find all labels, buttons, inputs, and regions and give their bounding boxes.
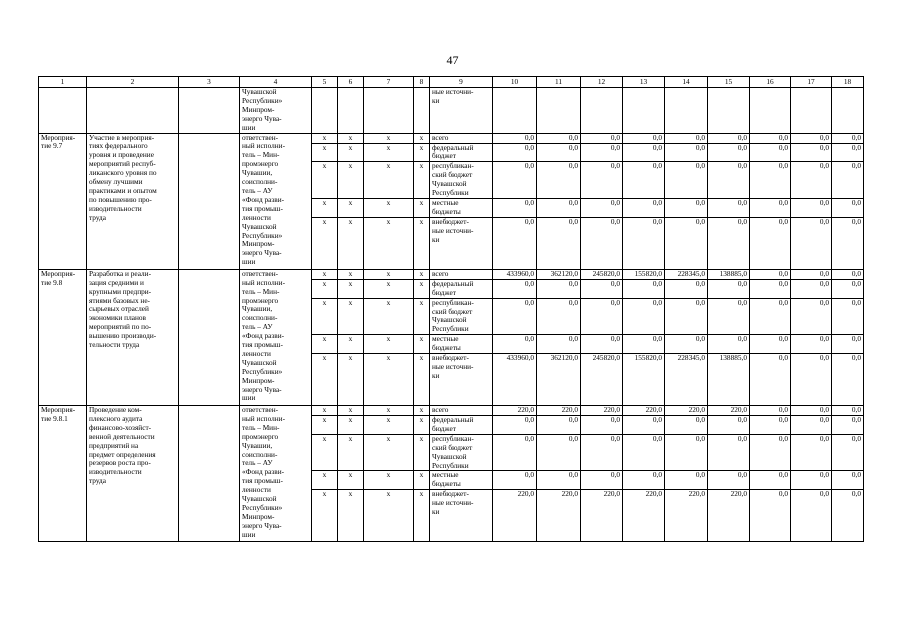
- column-number: 10: [493, 77, 537, 88]
- column-number-header-row: [39, 77, 864, 88]
- amount-cell: 0,0: [537, 217, 581, 269]
- code-cell: x: [364, 416, 414, 435]
- amount-cell: 0,0: [623, 279, 665, 298]
- code-cell: x: [338, 217, 364, 269]
- amount-cell: 0,0: [791, 133, 832, 143]
- amount-cell: 433960,0: [493, 269, 537, 279]
- code-cell: x: [338, 471, 364, 490]
- amount-cell: 0,0: [581, 471, 623, 490]
- amount-cell: 0,0: [581, 279, 623, 298]
- code-cell: x: [364, 490, 414, 542]
- amount-cell: 0,0: [493, 198, 537, 217]
- empty-cell: [312, 88, 338, 134]
- code-cell: x: [364, 279, 414, 298]
- code-cell: x: [364, 269, 414, 279]
- amount-cell: 362120,0: [537, 354, 581, 406]
- empty-cell: [179, 133, 240, 269]
- amount-cell: 220,0: [708, 490, 750, 542]
- column-number: 4: [240, 77, 312, 88]
- amount-cell: 0,0: [493, 279, 537, 298]
- funding-row: [39, 406, 864, 416]
- funding-source-cell: местные бюджеты: [430, 335, 493, 354]
- amount-cell: 0,0: [665, 335, 708, 354]
- funding-source-cell: всего: [430, 406, 493, 416]
- funding-row: [39, 133, 864, 143]
- amount-cell: 0,0: [750, 143, 791, 162]
- code-cell: x: [414, 279, 430, 298]
- amount-cell: 0,0: [537, 162, 581, 199]
- code-cell: x: [338, 198, 364, 217]
- code-cell: x: [312, 298, 338, 335]
- code-cell: x: [364, 354, 414, 406]
- amount-cell: 220,0: [708, 406, 750, 416]
- amount-cell: 138885,0: [708, 269, 750, 279]
- empty-cell: [708, 88, 750, 134]
- amount-cell: 0,0: [750, 279, 791, 298]
- amount-cell: 0,0: [708, 471, 750, 490]
- funding-source-cell: местные бюджеты: [430, 198, 493, 217]
- column-number: 16: [750, 77, 791, 88]
- funding-source-cell: республикан- ский бюджет Чувашской Республики: [430, 298, 493, 335]
- column-number: 9: [430, 77, 493, 88]
- code-cell: x: [414, 133, 430, 143]
- funding-source-cell: федеральный бюджет: [430, 143, 493, 162]
- code-cell: x: [338, 335, 364, 354]
- code-cell: x: [338, 133, 364, 143]
- amount-cell: 0,0: [791, 217, 832, 269]
- amount-cell: 0,0: [581, 298, 623, 335]
- amount-cell: 220,0: [665, 406, 708, 416]
- amount-cell: 0,0: [708, 198, 750, 217]
- column-number: 2: [87, 77, 179, 88]
- amount-cell: 0,0: [708, 434, 750, 471]
- funding-source-cell: республикан- ский бюджет Чувашской Республики: [430, 162, 493, 199]
- code-cell: x: [338, 279, 364, 298]
- amount-cell: 220,0: [623, 490, 665, 542]
- amount-cell: 0,0: [832, 269, 864, 279]
- amount-cell: 0,0: [791, 434, 832, 471]
- code-cell: x: [338, 143, 364, 162]
- column-number: 3: [179, 77, 240, 88]
- amount-cell: 0,0: [832, 217, 864, 269]
- amount-cell: 0,0: [665, 471, 708, 490]
- amount-cell: 0,0: [665, 298, 708, 335]
- code-cell: x: [364, 133, 414, 143]
- code-cell: x: [338, 162, 364, 199]
- amount-cell: 0,0: [581, 143, 623, 162]
- empty-cell: [623, 88, 665, 134]
- column-number: 17: [791, 77, 832, 88]
- code-cell: x: [414, 269, 430, 279]
- measure-code: Мероприя- тие 9.8.1: [39, 406, 87, 542]
- column-number: 18: [832, 77, 864, 88]
- executor-cell: Чувашской Республики» Минпром- энерго Чува- шии: [240, 88, 312, 134]
- code-cell: x: [414, 198, 430, 217]
- empty-cell: [179, 269, 240, 405]
- column-number: 6: [338, 77, 364, 88]
- code-cell: x: [338, 416, 364, 435]
- amount-cell: 0,0: [832, 416, 864, 435]
- amount-cell: 0,0: [623, 471, 665, 490]
- column-number: 13: [623, 77, 665, 88]
- funding-source-cell: федеральный бюджет: [430, 279, 493, 298]
- amount-cell: 0,0: [537, 298, 581, 335]
- empty-cell: [87, 88, 179, 134]
- empty-cell: [179, 88, 240, 134]
- amount-cell: 0,0: [708, 298, 750, 335]
- code-cell: x: [364, 143, 414, 162]
- code-cell: x: [312, 162, 338, 199]
- code-cell: x: [338, 490, 364, 542]
- amount-cell: 0,0: [832, 406, 864, 416]
- amount-cell: 0,0: [493, 471, 537, 490]
- funding-source-cell: ные источни- ки: [430, 88, 493, 134]
- continuation-row: [39, 88, 864, 134]
- amount-cell: 0,0: [665, 198, 708, 217]
- amount-cell: 0,0: [708, 143, 750, 162]
- column-number: 12: [581, 77, 623, 88]
- funding-source-cell: внебюджет- ные источни- ки: [430, 490, 493, 542]
- amount-cell: 0,0: [623, 198, 665, 217]
- code-cell: x: [414, 143, 430, 162]
- code-cell: x: [338, 434, 364, 471]
- empty-cell: [414, 88, 430, 134]
- code-cell: x: [312, 354, 338, 406]
- amount-cell: 0,0: [791, 406, 832, 416]
- amount-cell: 220,0: [493, 406, 537, 416]
- column-number: 5: [312, 77, 338, 88]
- amount-cell: 0,0: [581, 133, 623, 143]
- amount-cell: 0,0: [581, 335, 623, 354]
- column-number: 11: [537, 77, 581, 88]
- amount-cell: 0,0: [832, 354, 864, 406]
- amount-cell: 0,0: [623, 416, 665, 435]
- amount-cell: 0,0: [750, 217, 791, 269]
- amount-cell: 0,0: [665, 279, 708, 298]
- empty-cell: [581, 88, 623, 134]
- amount-cell: 0,0: [750, 406, 791, 416]
- amount-cell: 0,0: [493, 298, 537, 335]
- empty-cell: [39, 88, 87, 134]
- amount-cell: 0,0: [537, 143, 581, 162]
- amount-cell: 0,0: [791, 198, 832, 217]
- amount-cell: 0,0: [791, 335, 832, 354]
- amount-cell: 362120,0: [537, 269, 581, 279]
- measure-code: Мероприя- тие 9.8: [39, 269, 87, 405]
- code-cell: x: [312, 416, 338, 435]
- amount-cell: 0,0: [537, 335, 581, 354]
- code-cell: x: [338, 406, 364, 416]
- amount-cell: 0,0: [493, 416, 537, 435]
- amount-cell: 228345,0: [665, 269, 708, 279]
- code-cell: x: [364, 198, 414, 217]
- amount-cell: 220,0: [623, 406, 665, 416]
- amount-cell: 0,0: [832, 490, 864, 542]
- amount-cell: 0,0: [493, 143, 537, 162]
- column-number: 7: [364, 77, 414, 88]
- amount-cell: 0,0: [750, 198, 791, 217]
- amount-cell: 0,0: [581, 217, 623, 269]
- code-cell: x: [312, 133, 338, 143]
- funding-source-cell: внебюджет- ные источни- ки: [430, 217, 493, 269]
- amount-cell: 245820,0: [581, 269, 623, 279]
- amount-cell: 0,0: [832, 143, 864, 162]
- column-number: 15: [708, 77, 750, 88]
- empty-cell: [832, 88, 864, 134]
- code-cell: x: [364, 434, 414, 471]
- code-cell: x: [414, 335, 430, 354]
- column-number: 1: [39, 77, 87, 88]
- amount-cell: 0,0: [708, 279, 750, 298]
- amount-cell: 0,0: [581, 198, 623, 217]
- code-cell: x: [312, 217, 338, 269]
- amount-cell: 0,0: [750, 298, 791, 335]
- amount-cell: 155820,0: [623, 269, 665, 279]
- amount-cell: 0,0: [708, 133, 750, 143]
- amount-cell: 0,0: [832, 133, 864, 143]
- code-cell: x: [312, 198, 338, 217]
- empty-cell: [537, 88, 581, 134]
- amount-cell: 0,0: [791, 162, 832, 199]
- page-number: 47: [446, 53, 459, 67]
- amount-cell: 220,0: [493, 490, 537, 542]
- amount-cell: 220,0: [537, 406, 581, 416]
- code-cell: x: [312, 279, 338, 298]
- funding-source-cell: всего: [430, 133, 493, 143]
- amount-cell: 220,0: [581, 490, 623, 542]
- empty-cell: [665, 88, 708, 134]
- amount-cell: 0,0: [623, 217, 665, 269]
- code-cell: x: [364, 298, 414, 335]
- amount-cell: 0,0: [708, 162, 750, 199]
- amount-cell: 0,0: [581, 416, 623, 435]
- measure-name: Разработка и реали- зация средними и крупными предпри- ятиями базовых не- сырьевых отраслей экономики планов мероприятий по по- вышению производи- тельности труда: [87, 269, 179, 405]
- amount-cell: 0,0: [537, 471, 581, 490]
- amount-cell: 0,0: [791, 490, 832, 542]
- amount-cell: 0,0: [791, 269, 832, 279]
- amount-cell: 0,0: [708, 416, 750, 435]
- amount-cell: 0,0: [832, 279, 864, 298]
- empty-cell: [791, 88, 832, 134]
- code-cell: x: [414, 471, 430, 490]
- executor-cell: ответствен- ный исполни- тель – Мин- промэнерго Чувашии, соисполни- тель – АУ «Фонд разви- тия промыш- ленности Чувашской Республики» Минпром- энерго Чува- шии: [240, 269, 312, 405]
- empty-cell: [364, 88, 414, 134]
- amount-cell: 155820,0: [623, 354, 665, 406]
- funding-source-cell: внебюджет- ные источни- ки: [430, 354, 493, 406]
- amount-cell: 220,0: [581, 406, 623, 416]
- amount-cell: 0,0: [537, 133, 581, 143]
- code-cell: x: [364, 162, 414, 199]
- amount-cell: 0,0: [750, 162, 791, 199]
- code-cell: x: [364, 406, 414, 416]
- amount-cell: 0,0: [832, 471, 864, 490]
- amount-cell: 0,0: [832, 434, 864, 471]
- amount-cell: 0,0: [665, 162, 708, 199]
- executor-cell: ответствен- ный исполни- тель – Мин- промэнерго Чувашии, соисполни- тель – АУ «Фонд разви- тия промыш- ленности Чувашской Республики» Минпром- энерго Чува- шии: [240, 406, 312, 542]
- code-cell: x: [312, 490, 338, 542]
- amount-cell: 220,0: [665, 490, 708, 542]
- code-cell: x: [312, 335, 338, 354]
- amount-cell: 245820,0: [581, 354, 623, 406]
- empty-cell: [750, 88, 791, 134]
- measure-code: Мероприя- тие 9.7: [39, 133, 87, 269]
- code-cell: x: [312, 269, 338, 279]
- funding-source-cell: республикан- ский бюджет Чувашской Республики: [430, 434, 493, 471]
- amount-cell: 138885,0: [708, 354, 750, 406]
- funding-source-cell: всего: [430, 269, 493, 279]
- amount-cell: 0,0: [581, 162, 623, 199]
- amount-cell: 0,0: [493, 133, 537, 143]
- program-funding-table: [38, 76, 864, 542]
- amount-cell: 0,0: [623, 162, 665, 199]
- amount-cell: 0,0: [750, 434, 791, 471]
- empty-cell: [179, 406, 240, 542]
- amount-cell: 0,0: [832, 335, 864, 354]
- amount-cell: 228345,0: [665, 354, 708, 406]
- executor-cell: ответствен- ный исполни- тель – Мин- промэнерго Чувашии, соисполни- тель – АУ «Фонд разви- тия промыш- ленности Чувашской Республики» Минпром- энерго Чува- шии: [240, 133, 312, 269]
- amount-cell: 0,0: [791, 298, 832, 335]
- amount-cell: 0,0: [493, 162, 537, 199]
- code-cell: x: [364, 217, 414, 269]
- amount-cell: 0,0: [750, 471, 791, 490]
- code-cell: x: [414, 217, 430, 269]
- amount-cell: 0,0: [537, 198, 581, 217]
- code-cell: x: [414, 406, 430, 416]
- code-cell: x: [312, 406, 338, 416]
- code-cell: x: [338, 269, 364, 279]
- code-cell: x: [414, 298, 430, 335]
- amount-cell: 0,0: [665, 416, 708, 435]
- code-cell: x: [312, 143, 338, 162]
- amount-cell: 0,0: [750, 335, 791, 354]
- column-number: 8: [414, 77, 430, 88]
- measure-name: Проведение ком- плексного аудита финансово-хозяйст- венной деятельности предприятий на предмет определения резервов роста про- изводительности труда: [87, 406, 179, 542]
- amount-cell: 0,0: [665, 217, 708, 269]
- code-cell: x: [338, 298, 364, 335]
- amount-cell: 0,0: [623, 133, 665, 143]
- amount-cell: 0,0: [708, 217, 750, 269]
- amount-cell: 0,0: [537, 279, 581, 298]
- amount-cell: 0,0: [493, 434, 537, 471]
- amount-cell: 0,0: [665, 434, 708, 471]
- amount-cell: 0,0: [832, 298, 864, 335]
- amount-cell: 0,0: [493, 335, 537, 354]
- code-cell: x: [364, 335, 414, 354]
- measure-name: Участие в мероприя- тиях федерального уровня и проведение мероприятий респуб- ликанского уровня по обмену лучшими практиками и опытом по повышению про- изводительности труда: [87, 133, 179, 269]
- amount-cell: 0,0: [623, 335, 665, 354]
- code-cell: x: [312, 471, 338, 490]
- amount-cell: 0,0: [832, 162, 864, 199]
- funding-row: [39, 269, 864, 279]
- amount-cell: 0,0: [623, 298, 665, 335]
- amount-cell: 0,0: [791, 279, 832, 298]
- column-number: 14: [665, 77, 708, 88]
- amount-cell: 433960,0: [493, 354, 537, 406]
- code-cell: x: [414, 162, 430, 199]
- code-cell: x: [414, 490, 430, 542]
- code-cell: x: [338, 354, 364, 406]
- funding-source-cell: федеральный бюджет: [430, 416, 493, 435]
- amount-cell: 0,0: [750, 354, 791, 406]
- empty-cell: [493, 88, 537, 134]
- amount-cell: 0,0: [493, 217, 537, 269]
- amount-cell: 0,0: [623, 434, 665, 471]
- amount-cell: 0,0: [791, 471, 832, 490]
- empty-cell: [338, 88, 364, 134]
- amount-cell: 0,0: [623, 143, 665, 162]
- amount-cell: 0,0: [791, 143, 832, 162]
- amount-cell: 0,0: [750, 133, 791, 143]
- amount-cell: 0,0: [750, 269, 791, 279]
- amount-cell: 0,0: [708, 335, 750, 354]
- code-cell: x: [364, 471, 414, 490]
- code-cell: x: [414, 354, 430, 406]
- amount-cell: 0,0: [581, 434, 623, 471]
- amount-cell: 0,0: [665, 133, 708, 143]
- code-cell: x: [414, 434, 430, 471]
- amount-cell: 0,0: [791, 354, 832, 406]
- amount-cell: 0,0: [750, 416, 791, 435]
- amount-cell: 0,0: [665, 143, 708, 162]
- amount-cell: 220,0: [537, 490, 581, 542]
- amount-cell: 0,0: [832, 198, 864, 217]
- code-cell: x: [312, 434, 338, 471]
- code-cell: x: [414, 416, 430, 435]
- amount-cell: 0,0: [537, 416, 581, 435]
- funding-source-cell: местные бюджеты: [430, 471, 493, 490]
- amount-cell: 0,0: [791, 416, 832, 435]
- amount-cell: 0,0: [750, 490, 791, 542]
- amount-cell: 0,0: [537, 434, 581, 471]
